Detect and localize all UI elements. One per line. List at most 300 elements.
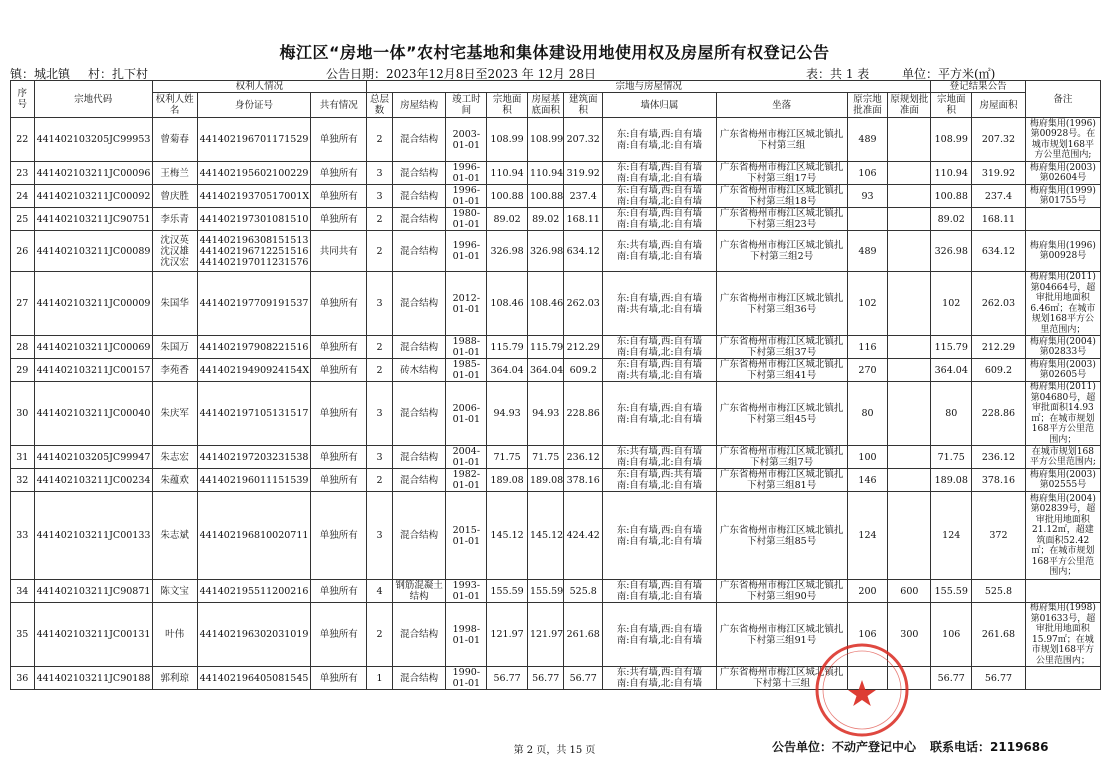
cell-orig-approved: 124 xyxy=(847,492,888,580)
cell-result-land: 71.75 xyxy=(931,446,972,469)
cell-parcel-code: 441402103211JC00089 xyxy=(34,231,152,272)
cell-completed: 2003-01-01 xyxy=(446,118,487,162)
cell-floors: 2 xyxy=(367,469,393,492)
cell-base-area: 326.98 xyxy=(527,231,563,272)
cell-structure: 混合结构 xyxy=(392,118,446,162)
page-title: 梅江区“房地一体”农村宅基地和集体建设用地使用权及房屋所有权登记公告 xyxy=(279,43,830,62)
cell-id-number: 441402196405081545 xyxy=(197,667,311,690)
cell-base-area: 364.04 xyxy=(527,359,563,382)
cell-build-area: 424.42 xyxy=(564,492,603,580)
cell-name: 曾庆胜 xyxy=(152,185,197,208)
cell-result-build: 319.92 xyxy=(972,162,1026,185)
cell-name: 朱国万 xyxy=(152,336,197,359)
cell-location: 广东省梅州市梅江区城北镇扎下村第三组18号 xyxy=(716,185,847,208)
header-location: 坐落 xyxy=(716,93,847,118)
cell-floors: 3 xyxy=(367,492,393,580)
cell-ownership: 共同共有 xyxy=(311,231,367,272)
table-row xyxy=(11,162,1101,185)
cell-remark: 梅府集用(2003)第02555号 xyxy=(1025,469,1100,492)
contact-phone: 联系电话：2119686 xyxy=(930,740,1049,754)
cell-build-area: 525.8 xyxy=(564,580,603,603)
cell-result-build: 372 xyxy=(972,492,1026,580)
cell-ownership: 单独所有 xyxy=(311,185,367,208)
header-structure: 房屋结构 xyxy=(392,93,446,118)
cell-base-area: 89.02 xyxy=(527,208,563,231)
cell-land-area: 89.02 xyxy=(487,208,528,231)
cell-orig-planned xyxy=(888,162,931,185)
cell-id-number: 441402197301081510 xyxy=(197,208,311,231)
cell-location: 广东省梅州市梅江区城北镇扎下村第三组17号 xyxy=(716,162,847,185)
cell-id-number: 441402196308151513 441402196712251516 441402197011231576 xyxy=(197,231,311,272)
cell-result-build: 228.86 xyxy=(972,382,1026,446)
cell-parcel-code: 441402103205JC99947 xyxy=(34,446,152,469)
cell-completed: 1996-01-01 xyxy=(446,162,487,185)
table-row xyxy=(11,382,1101,446)
cell-land-area: 145.12 xyxy=(487,492,528,580)
cell-result-land: 56.77 xyxy=(931,667,972,690)
cell-result-build: 609.2 xyxy=(972,359,1026,382)
cell-orig-planned xyxy=(888,469,931,492)
cell-result-build: 56.77 xyxy=(972,667,1026,690)
cell-build-area: 212.29 xyxy=(564,336,603,359)
official-seal-stamp xyxy=(812,640,912,740)
cell-parcel-code: 441402103211JC00092 xyxy=(34,185,152,208)
cell-location: 广东省梅州市梅江区城北镇扎下村第三组90号 xyxy=(716,580,847,603)
cell-location: 广东省梅州市梅江区城北镇扎下村第三组45号 xyxy=(716,382,847,446)
header-completed: 竣工时间 xyxy=(446,93,487,118)
cell-location: 广东省梅州市梅江区城北镇扎下村第三组23号 xyxy=(716,208,847,231)
cell-boundary: 东:共有墙,西:自有墙 南:自有墙,北:自有墙 xyxy=(603,667,717,690)
cell-land-area: 100.88 xyxy=(487,185,528,208)
cell-name: 郭利琼 xyxy=(152,667,197,690)
table-row xyxy=(11,336,1101,359)
cell-result-land: 108.99 xyxy=(931,118,972,162)
cell-completed: 1998-01-01 xyxy=(446,603,487,667)
cell-location: 广东省梅州市梅江区城北镇扎下村第三组81号 xyxy=(716,469,847,492)
cell-location: 广东省梅州市梅江区城北镇扎下村第三组2号 xyxy=(716,231,847,272)
cell-id-number: 441402195602100229 xyxy=(197,162,311,185)
cell-location: 广东省梅州市梅江区城北镇扎下村第三组37号 xyxy=(716,336,847,359)
village-label: 村：扎下村 xyxy=(88,67,149,81)
cell-id-number: 441402197908221516 xyxy=(197,336,311,359)
cell-seq: 30 xyxy=(11,382,35,446)
cell-build-area: 228.86 xyxy=(564,382,603,446)
cell-location: 广东省梅州市梅江区城北镇扎下村第三组41号 xyxy=(716,359,847,382)
header-parcel-code: 宗地代码 xyxy=(34,81,152,118)
cell-land-area: 71.75 xyxy=(487,446,528,469)
cell-orig-planned: 300 xyxy=(888,603,931,667)
header-build-area: 建筑面积 xyxy=(564,93,603,118)
cell-parcel-code: 441402103211JC00069 xyxy=(34,336,152,359)
cell-base-area: 94.93 xyxy=(527,382,563,446)
cell-id-number: 44140219490924154X xyxy=(197,359,311,382)
cell-result-build: 634.12 xyxy=(972,231,1026,272)
cell-result-land: 110.94 xyxy=(931,162,972,185)
cell-remark: 在城市规划168平方公里范围内; xyxy=(1025,446,1100,469)
announcement-date: 公告日期：2023年12月8日至2023 年 12月 28日 xyxy=(326,67,596,81)
cell-result-build: 378.16 xyxy=(972,469,1026,492)
header-rights-holder-group: 权利人情况 xyxy=(152,81,367,93)
cell-orig-approved: 106 xyxy=(847,603,888,667)
cell-completed: 1985-01-01 xyxy=(446,359,487,382)
cell-boundary: 东:自有墙,西:自有墙 南:自有墙,北:自有墙 xyxy=(603,208,717,231)
cell-ownership: 单独所有 xyxy=(311,336,367,359)
cell-result-build: 207.32 xyxy=(972,118,1026,162)
cell-seq: 31 xyxy=(11,446,35,469)
table-row xyxy=(11,359,1101,382)
table-row xyxy=(11,469,1101,492)
cell-result-build: 525.8 xyxy=(972,580,1026,603)
cell-structure: 混合结构 xyxy=(392,231,446,272)
cell-land-area: 364.04 xyxy=(487,359,528,382)
cell-floors: 2 xyxy=(367,359,393,382)
cell-boundary: 东:自有墙,西:自有墙 南:自有墙,北:自有墙 xyxy=(603,492,717,580)
cell-boundary: 东:共有墙,西:自有墙 南:自有墙,北:自有墙 xyxy=(603,446,717,469)
cell-name: 朱志斌 xyxy=(152,492,197,580)
cell-name: 朱志宏 xyxy=(152,446,197,469)
cell-orig-planned xyxy=(888,231,931,272)
cell-ownership: 单独所有 xyxy=(311,446,367,469)
cell-base-area: 108.99 xyxy=(527,118,563,162)
cell-base-area: 56.77 xyxy=(527,667,563,690)
cell-completed: 1993-01-01 xyxy=(446,580,487,603)
cell-result-land: 189.08 xyxy=(931,469,972,492)
cell-completed: 1990-01-01 xyxy=(446,667,487,690)
cell-build-area: 236.12 xyxy=(564,446,603,469)
cell-result-build: 236.12 xyxy=(972,446,1026,469)
cell-orig-approved xyxy=(847,208,888,231)
cell-build-area: 237.4 xyxy=(564,185,603,208)
cell-orig-planned xyxy=(888,359,931,382)
cell-orig-approved: 93 xyxy=(847,185,888,208)
cell-name: 叶伟 xyxy=(152,603,197,667)
cell-ownership: 单独所有 xyxy=(311,382,367,446)
cell-id-number: 441402197203231538 xyxy=(197,446,311,469)
cell-seq: 32 xyxy=(11,469,35,492)
cell-base-area: 108.46 xyxy=(527,272,563,336)
cell-build-area: 207.32 xyxy=(564,118,603,162)
cell-remark: 梅府集用(1996)第00928号。在城市规划168平方公里范围内; xyxy=(1025,118,1100,162)
cell-base-area: 71.75 xyxy=(527,446,563,469)
cell-remark xyxy=(1025,667,1100,690)
cell-structure: 混合结构 xyxy=(392,162,446,185)
cell-id-number: 441402196011151539 xyxy=(197,469,311,492)
cell-result-land: 155.59 xyxy=(931,580,972,603)
cell-build-area: 261.68 xyxy=(564,603,603,667)
cell-base-area: 189.08 xyxy=(527,469,563,492)
cell-orig-approved: 270 xyxy=(847,359,888,382)
cell-seq: 29 xyxy=(11,359,35,382)
header-orig-planned: 原规划批准面 xyxy=(888,93,931,118)
cell-ownership: 单独所有 xyxy=(311,603,367,667)
cell-remark xyxy=(1025,208,1100,231)
cell-floors: 3 xyxy=(367,382,393,446)
cell-land-area: 110.94 xyxy=(487,162,528,185)
cell-orig-planned: 600 xyxy=(888,580,931,603)
cell-result-build: 212.29 xyxy=(972,336,1026,359)
cell-completed: 2004-01-01 xyxy=(446,446,487,469)
cell-floors: 3 xyxy=(367,162,393,185)
cell-completed: 1996-01-01 xyxy=(446,185,487,208)
cell-result-land: 124 xyxy=(931,492,972,580)
cell-ownership: 单独所有 xyxy=(311,162,367,185)
cell-structure: 混合结构 xyxy=(392,336,446,359)
cell-parcel-code: 441402103211JC00009 xyxy=(34,272,152,336)
cell-seq: 25 xyxy=(11,208,35,231)
cell-boundary: 东:自有墙,西:自有墙 南:自有墙,北:自有墙 xyxy=(603,185,717,208)
footer-contact xyxy=(772,738,1062,755)
cell-floors: 2 xyxy=(367,208,393,231)
cell-orig-approved: 100 xyxy=(847,446,888,469)
cell-orig-planned xyxy=(888,446,931,469)
cell-seq: 34 xyxy=(11,580,35,603)
cell-ownership: 单独所有 xyxy=(311,118,367,162)
cell-floors: 2 xyxy=(367,118,393,162)
cell-result-land: 326.98 xyxy=(931,231,972,272)
cell-orig-approved: 116 xyxy=(847,336,888,359)
cell-structure: 混合结构 xyxy=(392,492,446,580)
header-land-area: 宗地面积 xyxy=(487,93,528,118)
cell-structure: 混合结构 xyxy=(392,469,446,492)
cell-land-area: 121.97 xyxy=(487,603,528,667)
cell-name: 王梅兰 xyxy=(152,162,197,185)
table-row xyxy=(11,118,1101,162)
cell-seq: 22 xyxy=(11,118,35,162)
cell-name: 沈汉英 沈汉雄 沈汉宏 xyxy=(152,231,197,272)
cell-base-area: 155.59 xyxy=(527,580,563,603)
cell-parcel-code: 441402103211JC00157 xyxy=(34,359,152,382)
cell-parcel-code: 441402103211JC00040 xyxy=(34,382,152,446)
cell-ownership: 单独所有 xyxy=(311,272,367,336)
header-orig-approved: 原宗地批准面 xyxy=(847,93,888,118)
cell-boundary: 东:自有墙,西:自有墙 南:自有墙,北:自有墙 xyxy=(603,603,717,667)
cell-base-area: 110.94 xyxy=(527,162,563,185)
cell-completed: 2006-01-01 xyxy=(446,382,487,446)
cell-floors: 2 xyxy=(367,231,393,272)
cell-parcel-code: 441402103205JC99953 xyxy=(34,118,152,162)
cell-remark: 梅府集用(1999)第01755号 xyxy=(1025,185,1100,208)
cell-remark: 梅府集用(1998)第01633号，超审批用地面积15.97㎡；在城市规划168平方公里范围内； xyxy=(1025,603,1100,667)
cell-seq: 36 xyxy=(11,667,35,690)
cell-location: 广东省梅州市梅江区城北镇扎下村第三组 xyxy=(716,118,847,162)
cell-build-area: 378.16 xyxy=(564,469,603,492)
cell-result-build: 168.11 xyxy=(972,208,1026,231)
cell-remark: 梅府集用(2011)第04664号，超审批用地面积6.46㎡；在城市规划168平方公里范围内； xyxy=(1025,272,1100,336)
table-row xyxy=(11,603,1101,667)
cell-id-number: 441402196810020711 xyxy=(197,492,311,580)
cell-base-area: 145.12 xyxy=(527,492,563,580)
cell-structure: 混合结构 xyxy=(392,185,446,208)
header-parcel-house-group: 宗地与房屋情况 xyxy=(367,81,931,93)
cell-structure: 钢筋混凝土结构 xyxy=(392,580,446,603)
header-ownership: 共有情况 xyxy=(311,93,367,118)
cell-land-area: 155.59 xyxy=(487,580,528,603)
cell-seq: 23 xyxy=(11,162,35,185)
town-label: 镇：城北镇 xyxy=(10,67,71,81)
cell-orig-approved: 489 xyxy=(847,118,888,162)
cell-result-land: 89.02 xyxy=(931,208,972,231)
cell-orig-approved: 200 xyxy=(847,580,888,603)
cell-build-area: 56.77 xyxy=(564,667,603,690)
cell-build-area: 262.03 xyxy=(564,272,603,336)
cell-boundary: 东:自有墙,西:自有墙 南:自有墙,北:自有墙 xyxy=(603,336,717,359)
table-row xyxy=(11,272,1101,336)
header-base-area: 房屋基底面积 xyxy=(527,93,563,118)
cell-orig-planned xyxy=(888,118,931,162)
cell-boundary: 东:共有墙,西:自有墙 南:自有墙,北:自有墙 xyxy=(603,231,717,272)
cell-boundary: 东:自有墙,西:自有墙 南:自有墙,北:自有墙 xyxy=(603,118,717,162)
cell-location: 广东省梅州市梅江区城北镇扎下村第三组36号 xyxy=(716,272,847,336)
cell-parcel-code: 441402103211JC90188 xyxy=(34,667,152,690)
cell-orig-approved: 146 xyxy=(847,469,888,492)
cell-land-area: 108.99 xyxy=(487,118,528,162)
cell-name: 朱庆军 xyxy=(152,382,197,446)
cell-base-area: 121.97 xyxy=(527,603,563,667)
cell-remark xyxy=(1025,580,1100,603)
cell-boundary: 东:自有墙,西:共有墙 南:自有墙,北:自有墙 xyxy=(603,469,717,492)
cell-remark: 梅府集用(2004)第02833号 xyxy=(1025,336,1100,359)
cell-id-number: 441402197105131517 xyxy=(197,382,311,446)
cell-floors: 2 xyxy=(367,336,393,359)
cell-seq: 33 xyxy=(11,492,35,580)
cell-seq: 28 xyxy=(11,336,35,359)
cell-result-land: 102 xyxy=(931,272,972,336)
cell-base-area: 115.79 xyxy=(527,336,563,359)
cell-orig-approved: 489 xyxy=(847,231,888,272)
cell-remark: 梅府集用(1996)第00928号 xyxy=(1025,231,1100,272)
cell-base-area: 100.88 xyxy=(527,185,563,208)
cell-boundary: 东:自有墙,西:自有墙 南:自有墙,北:自有墙 xyxy=(603,580,717,603)
cell-floors: 3 xyxy=(367,446,393,469)
cell-location: 广东省梅州市梅江区城北镇扎下村第三组85号 xyxy=(716,492,847,580)
cell-structure: 混合结构 xyxy=(392,272,446,336)
cell-name: 李苑香 xyxy=(152,359,197,382)
table-row xyxy=(11,208,1101,231)
cell-parcel-code: 441402103211JC90751 xyxy=(34,208,152,231)
table-row xyxy=(11,492,1101,580)
cell-result-build: 262.03 xyxy=(972,272,1026,336)
cell-remark: 梅府集用(2004)第02839号，超审批用地面积21.12㎡，超建筑面积52.42㎡；在城市规划168平方公里范围内； xyxy=(1025,492,1100,580)
sheet-count: 表：共 1 表 xyxy=(806,67,870,81)
cell-build-area: 168.11 xyxy=(564,208,603,231)
cell-location: 广东省梅州市梅江区城北镇扎下村第三组7号 xyxy=(716,446,847,469)
cell-ownership: 单独所有 xyxy=(311,667,367,690)
header-id-number: 身份证号 xyxy=(197,93,311,118)
cell-orig-planned xyxy=(888,272,931,336)
cell-id-number: 44140219370517001X xyxy=(197,185,311,208)
cell-parcel-code: 441402103211JC00234 xyxy=(34,469,152,492)
cell-ownership: 单独所有 xyxy=(311,208,367,231)
cell-structure: 混合结构 xyxy=(392,603,446,667)
cell-land-area: 326.98 xyxy=(487,231,528,272)
cell-orig-planned xyxy=(888,185,931,208)
cell-result-land: 100.88 xyxy=(931,185,972,208)
cell-land-area: 189.08 xyxy=(487,469,528,492)
cell-structure: 混合结构 xyxy=(392,382,446,446)
cell-location: 广东省梅州市梅江区城北镇扎下村第三组91号 xyxy=(716,603,847,667)
cell-seq: 26 xyxy=(11,231,35,272)
cell-remark: 梅府集用(2003)第02604号 xyxy=(1025,162,1100,185)
cell-id-number: 441402196302031019 xyxy=(197,603,311,667)
cell-id-number: 441402196701171529 xyxy=(197,118,311,162)
cell-ownership: 单独所有 xyxy=(311,580,367,603)
cell-name: 李乐青 xyxy=(152,208,197,231)
cell-build-area: 609.2 xyxy=(564,359,603,382)
cell-id-number: 441402197709191537 xyxy=(197,272,311,336)
cell-result-build: 261.68 xyxy=(972,603,1026,667)
cell-land-area: 108.46 xyxy=(487,272,528,336)
cell-seq: 35 xyxy=(11,603,35,667)
registration-table xyxy=(10,80,1101,690)
cell-ownership: 单独所有 xyxy=(311,469,367,492)
cell-boundary: 东:自有墙,西:自有墙 南:共有墙,北:自有墙 xyxy=(603,359,717,382)
header-floors: 总层数 xyxy=(367,93,393,118)
cell-name: 陈文宝 xyxy=(152,580,197,603)
header-result-group: 登记结果公告 xyxy=(931,81,1025,93)
cell-structure: 混合结构 xyxy=(392,208,446,231)
header-boundary: 墙体归属 xyxy=(603,93,717,118)
cell-remark: 梅府集用(2011)第04680号，超审批面积14.93㎡；在城市规划168平方公里范围内； xyxy=(1025,382,1100,446)
cell-orig-approved: 102 xyxy=(847,272,888,336)
cell-seq: 27 xyxy=(11,272,35,336)
cell-completed: 1988-01-01 xyxy=(446,336,487,359)
cell-completed: 1996-01-01 xyxy=(446,231,487,272)
cell-floors: 4 xyxy=(367,580,393,603)
cell-structure: 混合结构 xyxy=(392,667,446,690)
cell-seq: 24 xyxy=(11,185,35,208)
cell-orig-approved: 80 xyxy=(847,382,888,446)
cell-orig-planned xyxy=(888,382,931,446)
issuing-org: 公告单位：不动产登记中心 xyxy=(772,740,917,754)
unit-label: 单位：平方米(㎡) xyxy=(902,67,996,81)
cell-floors: 3 xyxy=(367,185,393,208)
cell-parcel-code: 441402103211JC00133 xyxy=(34,492,152,580)
cell-floors: 2 xyxy=(367,603,393,667)
cell-parcel-code: 441402103211JC00096 xyxy=(34,162,152,185)
table-row xyxy=(11,580,1101,603)
header-seq: 序号 xyxy=(11,81,35,118)
table-row xyxy=(11,231,1101,272)
cell-orig-approved: 106 xyxy=(847,162,888,185)
header-result-build: 房屋面积 xyxy=(972,93,1026,118)
cell-orig-planned xyxy=(888,336,931,359)
cell-completed: 2015-01-01 xyxy=(446,492,487,580)
cell-location: 广东省梅州市梅江区城北镇扎下村第十三组 xyxy=(716,667,847,690)
cell-result-land: 106 xyxy=(931,603,972,667)
table-row xyxy=(11,446,1101,469)
cell-orig-planned xyxy=(888,208,931,231)
table-row xyxy=(11,185,1101,208)
cell-land-area: 94.93 xyxy=(487,382,528,446)
cell-result-land: 80 xyxy=(931,382,972,446)
cell-completed: 1980-01-01 xyxy=(446,208,487,231)
cell-result-land: 364.04 xyxy=(931,359,972,382)
cell-land-area: 56.77 xyxy=(487,667,528,690)
cell-structure: 砖木结构 xyxy=(392,359,446,382)
cell-build-area: 319.92 xyxy=(564,162,603,185)
cell-land-area: 115.79 xyxy=(487,336,528,359)
header-result-land: 宗地面积 xyxy=(931,93,972,118)
table-body xyxy=(11,118,1101,690)
cell-parcel-code: 441402103211JC90871 xyxy=(34,580,152,603)
cell-floors: 3 xyxy=(367,272,393,336)
cell-completed: 1982-01-01 xyxy=(446,469,487,492)
cell-id-number: 441402195511200216 xyxy=(197,580,311,603)
cell-parcel-code: 441402103211JC00131 xyxy=(34,603,152,667)
cell-result-build: 237.4 xyxy=(972,185,1026,208)
cell-boundary: 东:自有墙,西:自有墙 南:共有墙,北:自有墙 xyxy=(603,272,717,336)
cell-structure: 混合结构 xyxy=(392,446,446,469)
